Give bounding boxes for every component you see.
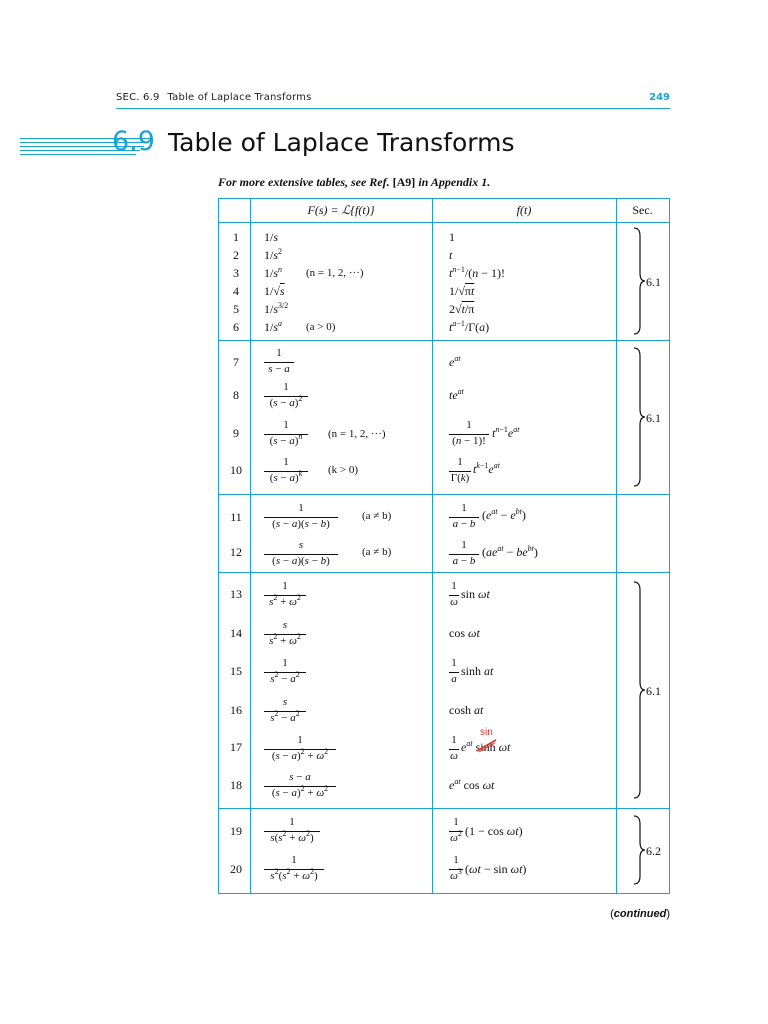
header-function: f(t) xyxy=(516,203,532,217)
time-function: $(ae^{at} - be^{bt})$ xyxy=(482,544,538,559)
time-function: $e^{at}$ sinh ωt xyxy=(461,739,511,754)
time-function: sin ωt xyxy=(461,587,490,601)
table-border-left xyxy=(218,198,219,894)
correction-strike-mark xyxy=(474,738,500,754)
group-brace xyxy=(632,580,646,800)
transform-formula: $1/s^n$ xyxy=(264,265,283,280)
time-function: 1 xyxy=(449,230,455,244)
row-number: 20 xyxy=(230,862,242,876)
header-rule xyxy=(116,108,670,109)
row-number: 4 xyxy=(233,284,239,298)
section-reference: 6.2 xyxy=(646,844,661,858)
row-number: 12 xyxy=(230,545,242,559)
time-function: $t^{k-1}e^{at}$ xyxy=(473,461,500,476)
time-function: $te^{at}$ xyxy=(449,387,464,402)
row-number: 17 xyxy=(230,740,242,754)
row-number: 1 xyxy=(233,230,239,244)
row-number: 16 xyxy=(230,703,242,717)
header-transform: F(s) = ℒ{f(t)} xyxy=(307,203,375,217)
condition-label: (k > 0) xyxy=(328,464,359,476)
page-number: 249 xyxy=(649,92,670,103)
time-function: cosh at xyxy=(449,703,484,717)
section-reference: 6.1 xyxy=(646,275,661,289)
row-number: 11 xyxy=(230,510,242,524)
row-number: 6 xyxy=(233,320,239,334)
transform-formula: $1/s^2$ xyxy=(264,247,283,262)
row-number: 7 xyxy=(233,355,239,369)
row-number: 15 xyxy=(230,664,242,678)
row-number: 18 xyxy=(230,778,242,792)
row-number: 10 xyxy=(230,463,242,477)
time-function: 1/√πt xyxy=(449,284,475,298)
group-separator xyxy=(218,808,670,809)
group-brace xyxy=(632,814,646,886)
transform-formula: $1/s^a$ xyxy=(264,319,283,334)
column-divider xyxy=(432,198,433,894)
column-divider xyxy=(250,198,251,894)
running-head-title: Table of Laplace Transforms xyxy=(167,92,312,103)
handwritten-correction: sin xyxy=(480,727,493,738)
continued-text: continued xyxy=(613,908,667,920)
table-border-right xyxy=(669,198,670,894)
time-function: sinh at xyxy=(461,664,494,678)
running-head xyxy=(116,92,670,106)
table-note-reference: [A9] xyxy=(392,175,416,189)
row-number: 13 xyxy=(230,587,242,601)
group-brace xyxy=(632,226,646,336)
header-section: Sec. xyxy=(632,203,653,217)
row-number: 9 xyxy=(233,426,239,440)
row-number: 2 xyxy=(233,248,239,262)
section-number: 6.9 xyxy=(112,126,155,157)
running-head-section: SEC. 6.9 xyxy=(116,92,160,103)
table-border-bottom xyxy=(218,893,670,894)
time-function: $t^{n-1}/(n - 1)$! xyxy=(449,265,505,280)
transform-formula: 1/s xyxy=(264,230,279,244)
header-separator xyxy=(218,222,670,223)
time-function: 2√t/π xyxy=(449,302,475,316)
time-function: cos ωt xyxy=(449,626,480,640)
time-function: $e^{at}$ cos ωt xyxy=(449,777,495,792)
transform-formula: $1/s^{3/2}$ xyxy=(264,301,289,316)
section-reference: 6.1 xyxy=(646,684,661,698)
row-number: 5 xyxy=(233,302,239,316)
table-note-text: For more extensive tables, see Ref. xyxy=(218,175,390,189)
time-function: $e^{at}$ xyxy=(449,354,461,369)
time-function: $t^{a-1}/\Gamma(a)$ xyxy=(449,319,490,334)
section-title: Table of Laplace Transforms xyxy=(168,128,515,157)
time-function: $(e^{at} - e^{bt})$ xyxy=(482,507,526,522)
row-number: 19 xyxy=(230,824,242,838)
condition-label: (a > 0) xyxy=(306,321,336,333)
condition-label: (a ≠ b) xyxy=(362,510,392,522)
table-note xyxy=(218,175,490,190)
time-function: (ωt − sin ωt) xyxy=(465,862,527,876)
row-number: 14 xyxy=(230,626,242,640)
row-number: 3 xyxy=(233,266,239,280)
section-reference: 6.1 xyxy=(646,411,661,425)
column-divider xyxy=(616,198,617,894)
group-separator xyxy=(218,572,670,573)
time-function: (1 − cos ωt) xyxy=(465,824,523,838)
group-brace xyxy=(632,346,646,488)
row-number: 8 xyxy=(233,388,239,402)
time-function: t xyxy=(449,248,453,262)
condition-label: (n = 1, 2, ···) xyxy=(328,428,386,440)
group-separator xyxy=(218,340,670,341)
condition-label: (a ≠ b) xyxy=(362,546,392,558)
continued-label: (continued) xyxy=(610,908,670,920)
transform-formula: 1/√s xyxy=(264,284,285,298)
condition-label: (n = 1, 2, ···) xyxy=(306,267,364,279)
table-note-appendix: in Appendix 1. xyxy=(418,175,491,189)
group-separator xyxy=(218,494,670,495)
time-function: $t^{n-1}e^{at}$ xyxy=(492,425,520,440)
